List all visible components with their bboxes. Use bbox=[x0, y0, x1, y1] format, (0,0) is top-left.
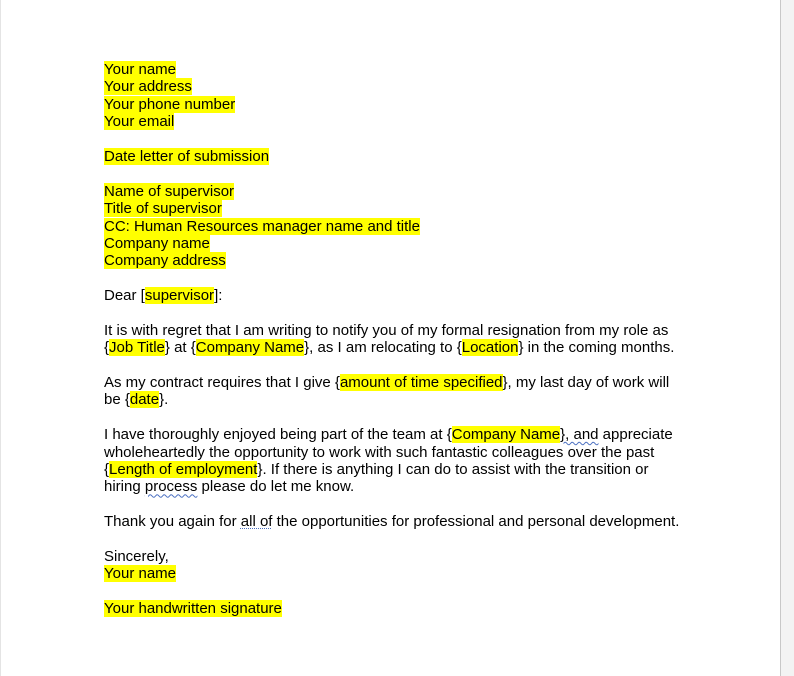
cc-recipient: CC: Human Resources manager name and title bbox=[104, 217, 420, 235]
p4-text: the opportunities for professional and personal development. bbox=[272, 513, 680, 531]
sender-name-line bbox=[104, 61, 724, 78]
paragraph-3-line-2: wholeheartedly the opportunity to work with such fantastic colleagues over the past bbox=[104, 443, 655, 461]
date-line bbox=[104, 148, 724, 165]
supervisor-name: Name of supervisor bbox=[104, 182, 235, 200]
company-name-line bbox=[104, 235, 724, 252]
paragraph-4 bbox=[104, 513, 724, 530]
blank-line bbox=[104, 165, 724, 182]
sender-phone: Your phone number bbox=[104, 95, 236, 113]
paragraph-2-line-2 bbox=[104, 391, 724, 408]
paragraph-2-line-1 bbox=[104, 374, 724, 391]
p3-brace: { bbox=[104, 460, 110, 478]
sender-email-line bbox=[104, 113, 724, 130]
supervisor-title: Title of supervisor bbox=[104, 200, 222, 218]
closing-name: Your name bbox=[104, 565, 176, 583]
p2-text: be { bbox=[104, 391, 130, 409]
p2-text: }, my last day of work will bbox=[502, 374, 670, 392]
valediction: Sincerely, bbox=[104, 547, 169, 565]
paragraph-1-line-1: It is with regret that I am writing to notify you of my formal resignation from my role as bbox=[104, 321, 669, 339]
blank-line bbox=[104, 496, 724, 513]
sender-name: Your name bbox=[104, 61, 176, 78]
grammar-flag[interactable]: }, and bbox=[560, 426, 599, 444]
salutation-suffix: ]: bbox=[214, 287, 223, 305]
p2-text: }. bbox=[159, 391, 169, 409]
last-day-placeholder: date bbox=[129, 391, 160, 409]
location-placeholder: Location bbox=[461, 339, 519, 357]
company-address: Company address bbox=[104, 252, 226, 270]
grammar-flag[interactable]: process bbox=[144, 478, 198, 496]
sender-address: Your address bbox=[104, 78, 192, 96]
salutation bbox=[104, 287, 724, 304]
blank-line bbox=[104, 270, 724, 287]
p3-text: please do let me know. bbox=[197, 478, 355, 496]
employment-length-placeholder: Length of employment bbox=[109, 460, 258, 478]
sender-phone-line bbox=[104, 96, 724, 113]
p1-text: }, as I am relocating to { bbox=[304, 339, 462, 357]
paragraph-3-line-4 bbox=[104, 478, 724, 495]
p1-text: } at { bbox=[164, 339, 196, 357]
cc-line bbox=[104, 218, 724, 235]
job-title-placeholder: Job Title bbox=[109, 339, 165, 357]
blank-line bbox=[104, 131, 724, 148]
blank-line bbox=[104, 531, 724, 548]
paragraph-3-line-1 bbox=[104, 426, 724, 443]
blank-line bbox=[104, 304, 724, 321]
blank-line bbox=[104, 357, 724, 374]
p3-text: }. If there is anything I can do to assist with the transition or bbox=[257, 460, 649, 478]
company-name-placeholder: Company Name bbox=[451, 426, 561, 444]
paragraph-3-line-3 bbox=[104, 461, 724, 478]
company-address-line bbox=[104, 252, 724, 269]
company-name: Company name bbox=[104, 234, 210, 252]
sender-address-line bbox=[104, 78, 724, 95]
letter-body[interactable] bbox=[104, 61, 724, 618]
closing-name-line bbox=[104, 565, 724, 582]
salutation-placeholder: supervisor bbox=[144, 287, 215, 305]
p1-text: } in the coming months. bbox=[518, 339, 675, 357]
style-flag[interactable]: all of bbox=[240, 513, 273, 531]
p4-text: Thank you again for bbox=[104, 513, 241, 531]
notice-period-placeholder: amount of time specified bbox=[339, 374, 503, 392]
signature-placeholder: Your handwritten signature bbox=[104, 600, 282, 618]
salutation-prefix: Dear [ bbox=[104, 287, 145, 305]
company-name-placeholder: Company Name bbox=[195, 339, 305, 357]
sender-email: Your email bbox=[104, 113, 175, 131]
page-right-gutter bbox=[781, 0, 794, 676]
blank-line bbox=[104, 583, 724, 600]
p3-text: I have thoroughly enjoyed being part of the team at { bbox=[104, 426, 452, 444]
supervisor-name-line bbox=[104, 183, 724, 200]
paragraph-1-line-2 bbox=[104, 339, 724, 356]
p3-text: appreciate bbox=[598, 426, 673, 444]
p2-text: As my contract requires that I give { bbox=[104, 374, 340, 392]
signature-line bbox=[104, 600, 724, 617]
submission-date: Date letter of submission bbox=[104, 147, 270, 165]
p3-text: hiring bbox=[104, 478, 145, 496]
supervisor-title-line bbox=[104, 200, 724, 217]
blank-line bbox=[104, 409, 724, 426]
p1-brace: { bbox=[104, 339, 110, 357]
